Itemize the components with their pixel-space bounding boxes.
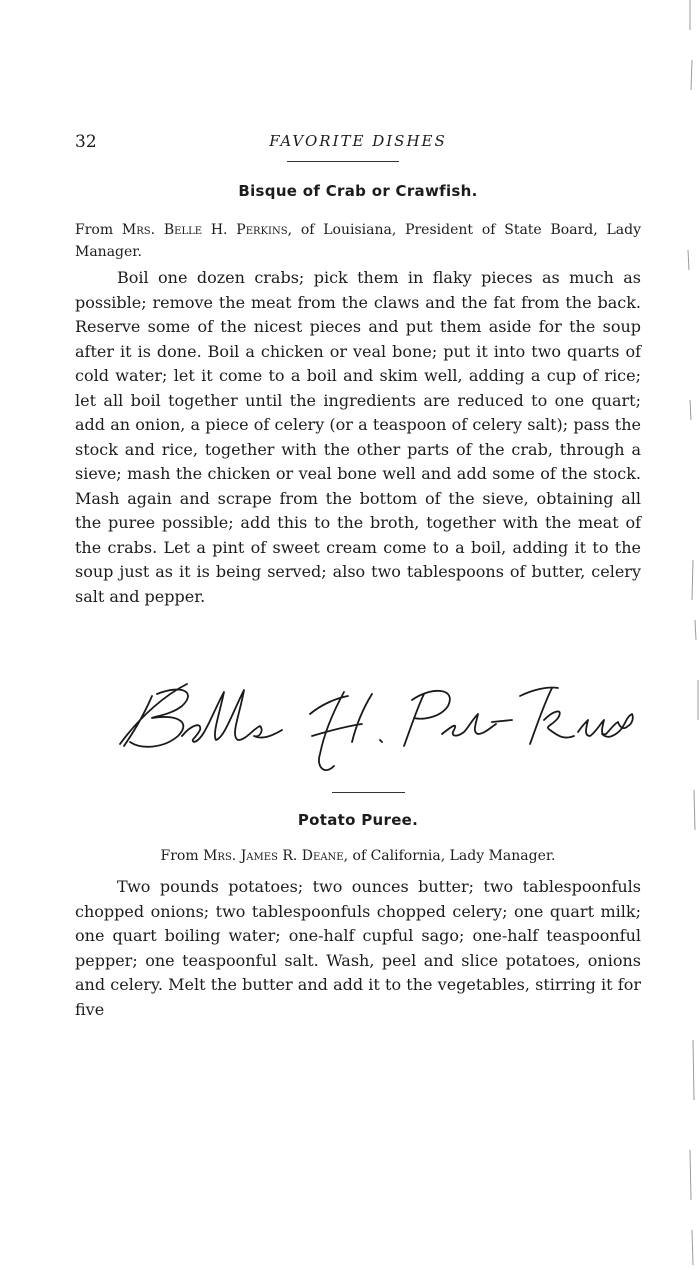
- header-rule: [287, 161, 399, 162]
- page-number: 32: [75, 132, 97, 152]
- scan-edge-marks: [660, 0, 700, 1270]
- handwritten-signature: [112, 674, 642, 786]
- attribution-from: From: [75, 222, 114, 238]
- recipe-body: Boil one dozen crabs; pick them in flaky pieces as much as possible; remove the meat from the claws and the fat from the back. Reserve some of the nicest pieces and put them aside for the soup after it is done. Boil a chicken or veal bone; put it into two quarts of cold water; let it come to a boil and skim well, adding a cup of rice; let all boil together until the ingredients are reduced to one quart; add an onion, a piece of celery (or a teaspoon of celery salt); pass the stock and rice, together with the other parts of the crab, through a sieve; mash the chicken or veal bone well and add some of the stock. Mash again and scrape from the bottom of the sieve, obtaining all the puree possible; add this to the broth, together with the meat of the crabs. Let a pint of sweet cream come to a boil, adding it to the soup just as it is being served; also two tablespoons of butter, celery salt and pepper.: [75, 268, 641, 606]
- running-head: [75, 132, 641, 156]
- running-title: FAVORITE DISHES: [269, 132, 447, 150]
- recipe-body: Two pounds potatoes; two ounces butter; two tablespoonfuls chopped onions; two tablespoonfuls chopped celery; one quart milk; one quart boiling water; one-half cupful sago; one-half teaspoonful pepper; one teaspoonful salt. Wash, peel and slice potatoes, onions and celery. Melt the butter and add it to the vegetables, stirring it for five: [75, 877, 641, 1019]
- recipe-attribution: [75, 219, 641, 263]
- attribution-from: From: [160, 848, 199, 864]
- recipe-title: Bisque of Crab or Crawfish.: [238, 182, 478, 200]
- section-divider: [332, 792, 405, 793]
- recipe-title: Potato Puree.: [297, 811, 419, 829]
- attribution-rest: , of Louisiana, President of State Board, Lady Manager.: [75, 222, 641, 260]
- attribution-name: Mrs. Belle H. Perkins: [121, 222, 288, 238]
- attribution-name: Mrs. James R. Deane: [203, 848, 344, 864]
- recipe-attribution: [75, 845, 641, 867]
- attribution-rest: , of California, Lady Manager.: [343, 848, 556, 864]
